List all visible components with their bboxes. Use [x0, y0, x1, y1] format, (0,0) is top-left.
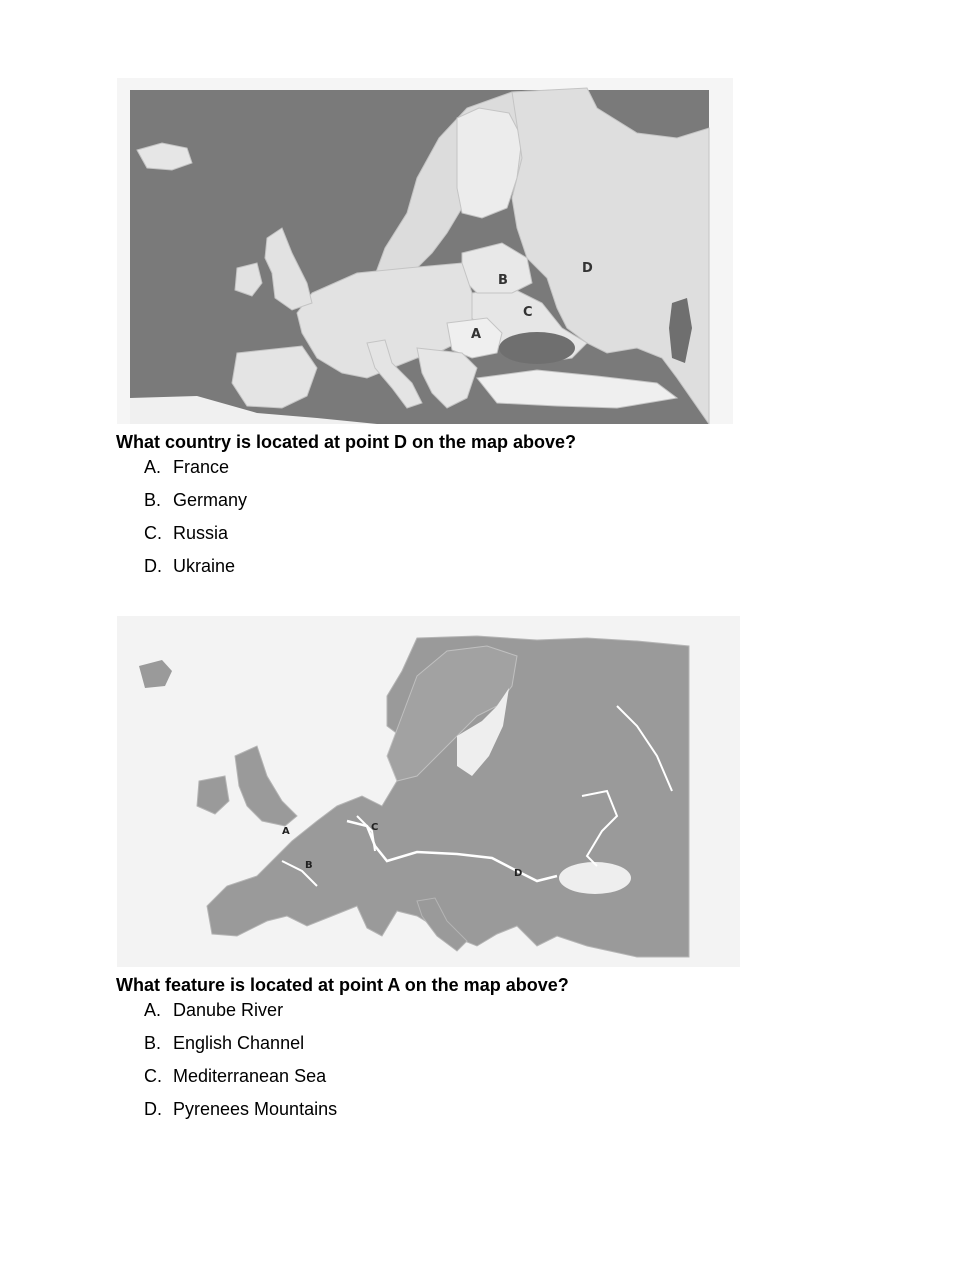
question-1-option-b	[144, 489, 247, 522]
question-1-text: What country is located at point D on the map above?	[116, 432, 577, 452]
map-2-black-sea	[559, 862, 631, 894]
option-letter: D.	[144, 1099, 162, 1119]
question-2-text: What feature is located at point A on the map above?	[116, 975, 569, 995]
map-1-label-b: B	[498, 273, 508, 288]
option-letter: A.	[144, 457, 162, 477]
question-2-option-c	[144, 1065, 337, 1098]
question-2-option-d	[144, 1098, 337, 1131]
map-1-label-d: D	[582, 261, 593, 276]
option-text: English Channel	[173, 1033, 305, 1053]
option-letter: C.	[144, 523, 162, 543]
question-1-option-d	[144, 555, 247, 588]
option-text: Pyrenees Mountains	[173, 1099, 338, 1119]
question-1-options	[144, 456, 247, 588]
option-letter: A.	[144, 1000, 162, 1020]
option-text: Danube River	[173, 1000, 284, 1020]
option-text: Mediterranean Sea	[173, 1066, 327, 1086]
question-2-option-b	[144, 1032, 337, 1065]
option-text: Ukraine	[173, 556, 236, 576]
europe-political-map-1	[117, 78, 733, 424]
option-letter: B.	[144, 1033, 162, 1053]
europe-physical-map-2	[117, 616, 740, 967]
question-2-option-a	[144, 999, 337, 1032]
option-letter: B.	[144, 490, 162, 510]
map-1-graphic	[117, 78, 733, 424]
option-text: France	[173, 457, 230, 477]
option-letter: C.	[144, 1066, 162, 1086]
map-1-label-a: A	[471, 327, 482, 342]
map-1-label-c: C	[523, 305, 533, 320]
map-2-graphic	[117, 616, 740, 967]
map-2-label-d: D	[514, 868, 523, 879]
option-text: Germany	[173, 490, 248, 510]
map-1-black-sea	[499, 332, 575, 364]
map-2-label-c: C	[371, 822, 379, 833]
option-text: Russia	[173, 523, 229, 543]
question-2-options	[144, 999, 337, 1131]
question-1-option-c	[144, 522, 247, 555]
question-1-option-a	[144, 456, 247, 489]
map-2-label-a: A	[282, 826, 290, 837]
map-2-label-b: B	[305, 860, 313, 871]
option-letter: D.	[144, 556, 162, 576]
